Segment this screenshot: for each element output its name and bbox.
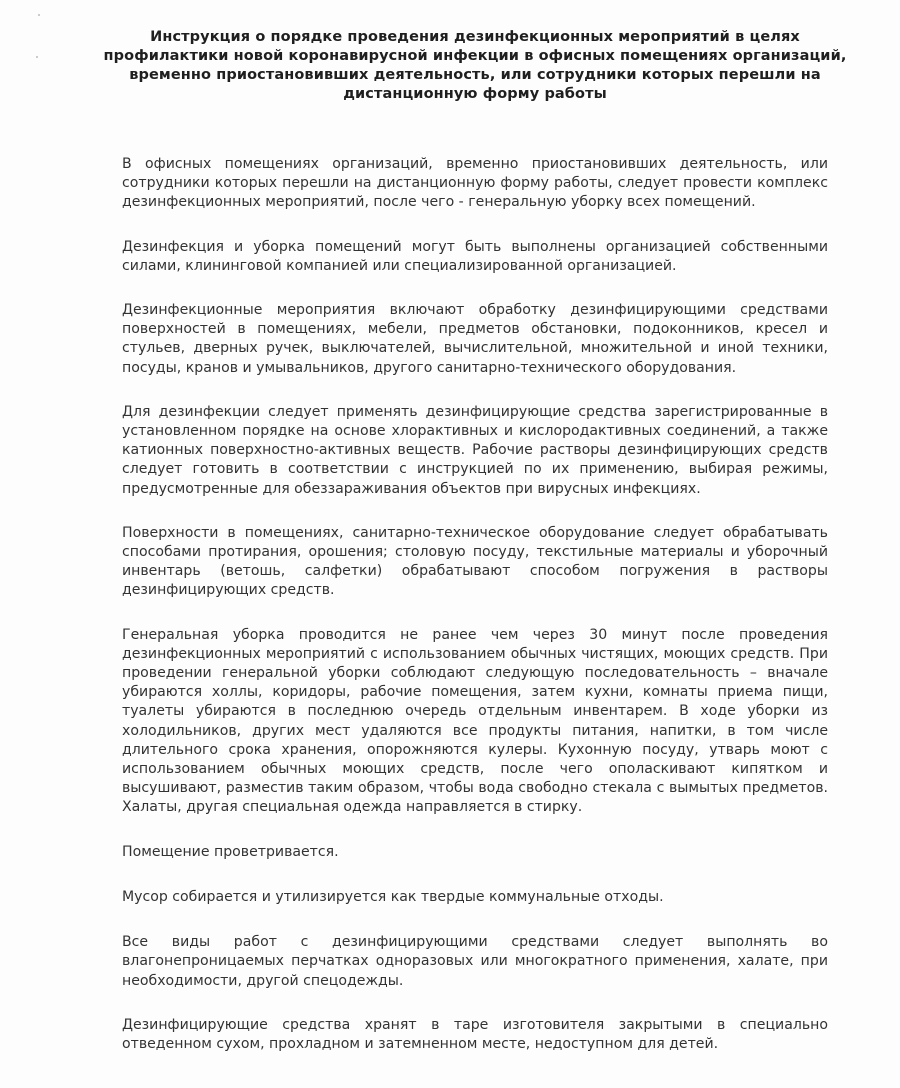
paragraph-disinfection-required: В офисных помещениях организаций, временно приостановивших деятельность, или сотрудники которых перешли на дистанционную форму работы, следует провести комплекс дезинфекционных мероприятий, после чего - генеральную уборку всех помещений.: [122, 156, 828, 211]
paragraph-disinfectants: Для дезинфекции следует применять дезинфицирующие средства зарегистрированные в установленном порядке на основе хлорактивных и кислородактивных соединений, а также катионных поверхностно-активных веществ. Рабочие растворы дезинфицирующих средств следует готовить в соответствии с инструкцией по их применению, выбирая режимы, предусмотренные для обеззараживания объектов при вирусных инфекциях.: [122, 403, 828, 497]
paragraph-waste: Мусор собирается и утилизируется как твердые коммунальные отходы.: [122, 888, 664, 905]
document-body: [122, 155, 828, 1079]
paragraph-general-cleaning: Генеральная уборка проводится не ранее чем через 30 минут после проведения дезинфекционных мероприятий с использованием обычных чистящих, моющих средств. При проведении генеральной уборки соблюдают следующую последовательность – вначале убираются холлы, коридоры, рабочие помещения, затем кухни, комнаты приема пищи, туалеты убираются в последнюю очередь отдельным инвентарем. В ходе уборки из холодильников, других мест удаляются все продукты питания, напитки, в том числе длительного срока хранения, опорожняются кулеры. Кухонную посуду, утварь моют с использованием обычных моющих средств, после чего ополаскивают кипятком и высушивают, разместив таким образом, чтобы вода свободно стекала с вымытых предметов. Халаты, другая специальная одежда направляется в стирку.: [122, 626, 828, 816]
paragraph-storage: Дезинфицирующие средства хранят в таре изготовителя закрытыми в специально отведенном сухом, прохладном и затемненном месте, недоступном для детей.: [122, 1016, 828, 1052]
paragraph-who-performs: Дезинфекция и уборка помещений могут быть выполнены организацией собственными силами, клининговой компанией или специализированной организацией.: [122, 238, 828, 274]
scan-speck: [38, 14, 40, 16]
paragraph-protective-equipment: Все виды работ с дезинфицирующими средствами следует выполнять во влагонепроницаемых перчатках одноразовых или многократного применения, халате, при необходимости, другой спецодежды.: [122, 934, 828, 989]
document-title: Инструкция о порядке проведения дезинфекционных мероприятий в целях профилактики новой коронавирусной инфекции в офисных помещениях организаций, временно приостановивших деятельность, или сотрудники которых перешли на дистанционную форму работы: [103, 29, 847, 102]
scan-speck: [36, 56, 38, 58]
paragraph-ventilation: Помещение проветривается.: [122, 843, 339, 860]
paragraph-measures-include: Дезинфекционные мероприятия включают обработку дезинфицирующими средствами поверхностей в помещениях, мебели, предметов обстановки, подоконников, кресел и стульев, дверных ручек, выключателей, вычислительной, множительной и иной техники, посуды, кранов и умывальников, другого санитарно-технического оборудования.: [122, 302, 828, 376]
paragraph-treatment-methods: Поверхности в помещениях, санитарно-техническое оборудование следует обрабатывать способами протирания, орошения; столовую посуду, текстильные материалы и уборочный инвентарь (ветошь, салфетки) обрабатывают способом погружения в растворы дезинфицирующих средств.: [122, 524, 828, 599]
